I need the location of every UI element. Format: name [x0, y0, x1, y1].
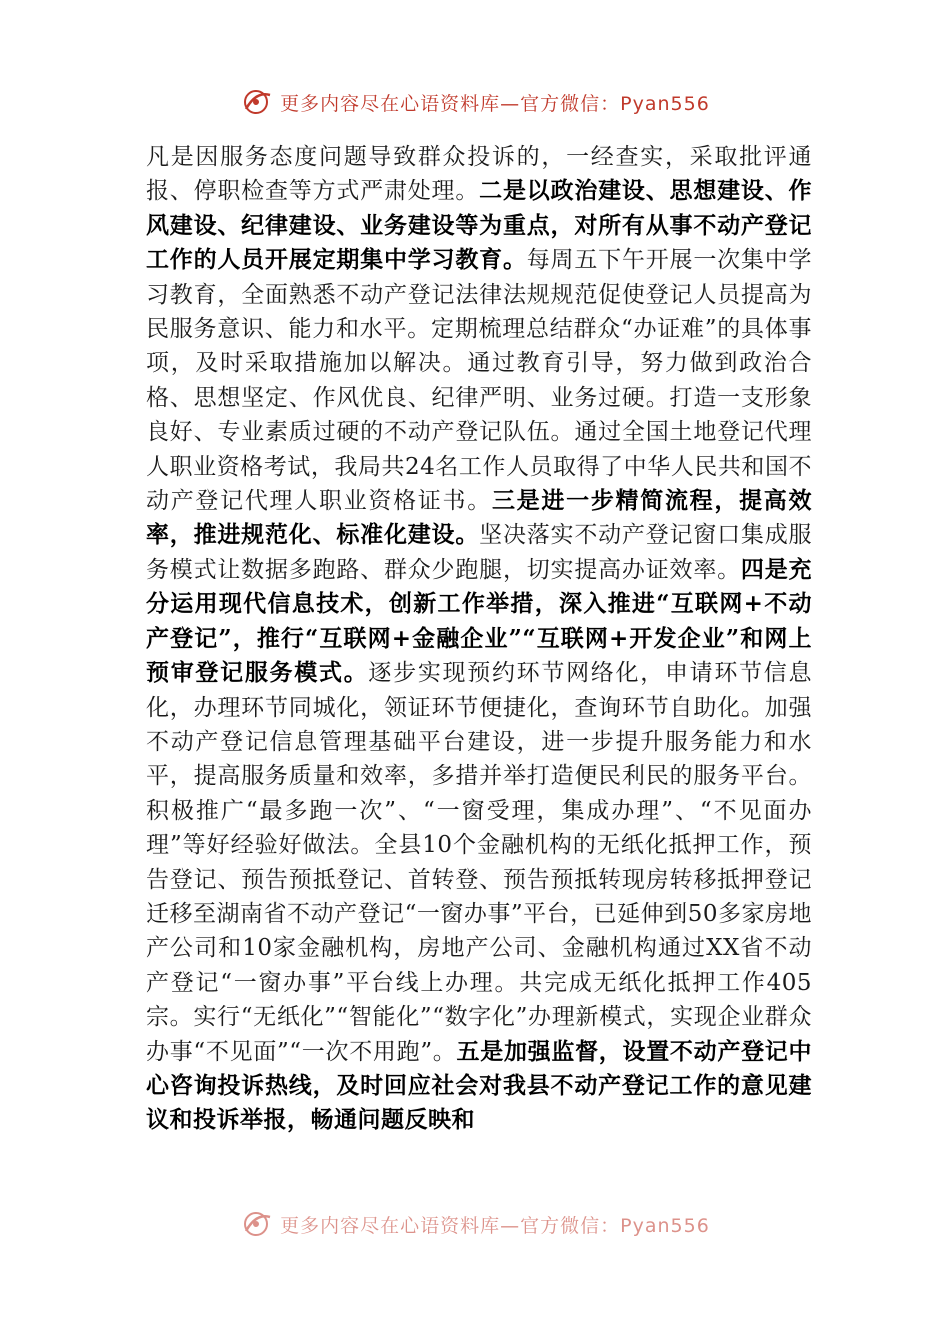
text-run-bold: 四是充分运用现代信息技术，创新工作举措，深入推进“互联网+不动产登记”，推行“互联网+金融企业”“互联网+开发企业”和网上预审登记服务模式。: [146, 555, 813, 687]
watermark-logo-icon: [240, 1209, 274, 1239]
watermark-text: 更多内容尽在心语资料库—官方微信：Pyan556: [280, 92, 710, 115]
watermark-text: 更多内容尽在心语资料库—官方微信：Pyan556: [280, 1214, 710, 1237]
watermark-logo-icon: [240, 87, 274, 117]
text-run: 每周五下午开展一次集中学习教育，全面熟悉不动产登记法律法规规范促使登记人员提高为民服务意识、能力和水平。定期梳理总结群众“办证难”的具体事项，及时采取措施加以解决。通过教育引导，努力做到政治合格、思想坚定、作风优良、纪律严明、业务过硬。打造一支形象良好、专业素质过硬的不动产登记队伍。通过全国土地登记代理人职业资格考试，我局共24名工作人员取得了中华人民共和国不动产登记代理人职业资格证书。: [146, 247, 813, 515]
text-run-bold: 二是以政治建设、思想建设、作风建设、纪律建设、业务建设等为重点，对所有从事不动产登记工作的人员开展定期集中学习教育。: [146, 177, 813, 274]
footer-watermark: [0, 1204, 950, 1244]
text-run: 逐步实现预约环节网络化，申请环节信息化，办理环节同城化，领证环节便捷化，查询环节自助化。加强不动产登记信息管理基础平台建设，进一步提升服务能力和水平，提高服务质量和效率，多措并举打造便民利民的服务平台。积极推广“最多跑一次”、“一窗受理，集成办理”、“不见面办理”等好经验好做法。全县10个金融机构的无纸化抵押工作，预告登记、预告预抵登记、首转登、预告预抵转现房转移抵押登记迁移至湖南省不动产登记“一窗办事”平台，已延伸到50多家房地产公司和10家金融机构，房地产公司、金融机构通过XX省不动产登记“一窗办事”平台线上办理。共完成无纸化抵押工作405宗。实行“无纸化”“智能化”“数字化”办理新模式，实现企业群众办事“不见面”“一次不用跑”。: [146, 660, 813, 1065]
text-run: 凡是因服务态度问题导致群众投诉的，一经查实，采取批评通报、停职检查等方式严肃处理。: [146, 144, 812, 205]
document-body: [146, 140, 812, 1138]
text-run: 坚决落实不动产登记窗口集成服务模式让数据多跑路、群众少跑腿，切实提高办证效率。: [146, 522, 813, 583]
header-watermark: [0, 82, 950, 122]
text-run-bold: 五是加强监督，设置不动产登记中心咨询投诉热线，及时回应社会对我县不动产登记工作的意见建议和投诉举报，畅通问题反映和: [146, 1037, 812, 1134]
text-run-bold: 三是进一步精简流程，提高效率，推进规范化、标准化建设。: [146, 487, 813, 549]
